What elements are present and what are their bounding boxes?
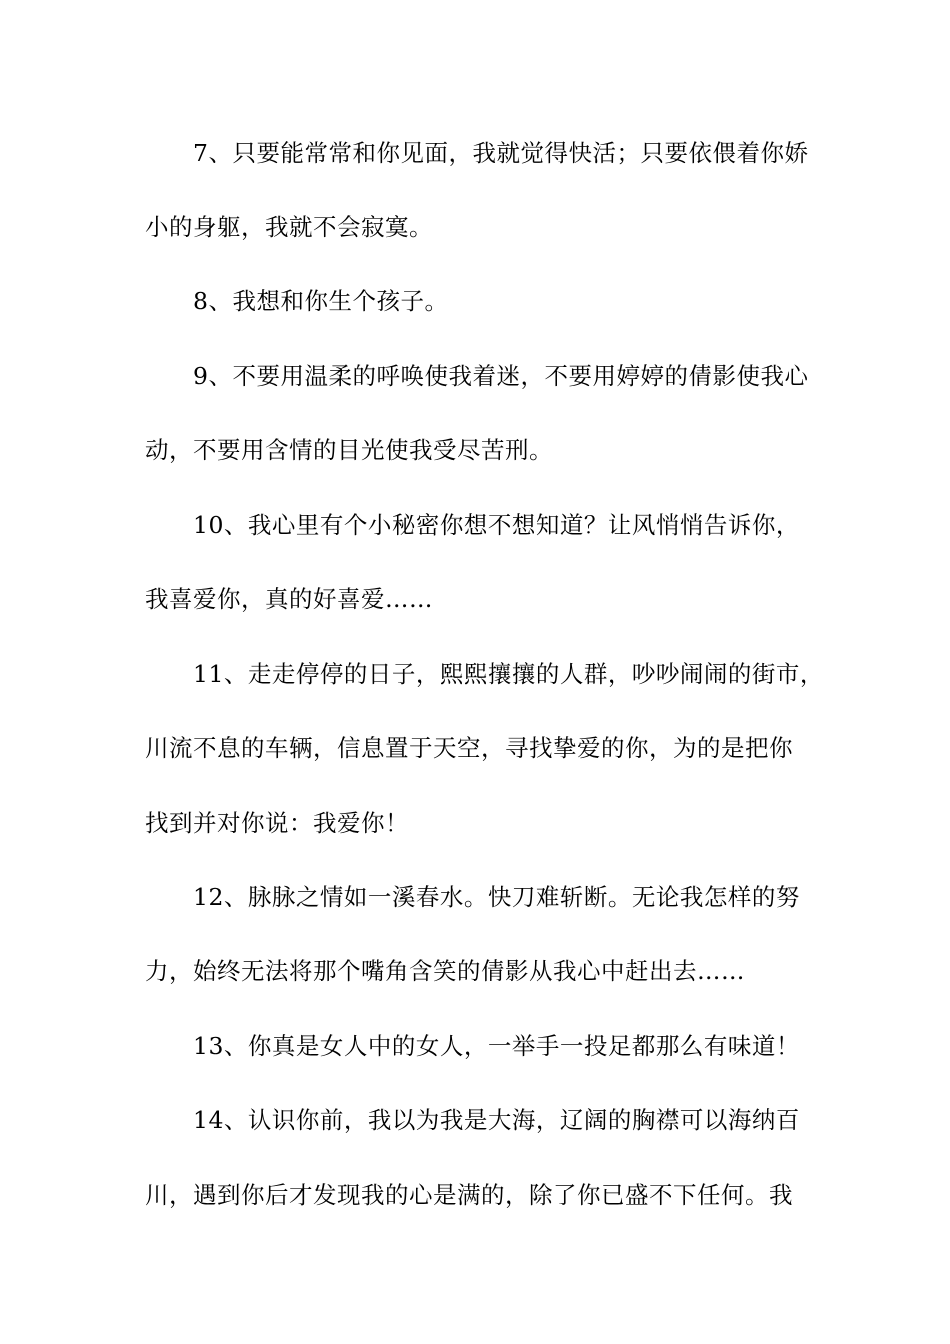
paragraph-11-line-3: 找到并对你说：我爱你！	[145, 809, 409, 837]
paragraph-12-line-2: 力，始终无法将那个嘴角含笑的倩影从我心中赶出去……	[145, 957, 745, 985]
paragraph-14-line-1: 14、认识你前，我以为我是大海，辽阔的胸襟可以海纳百	[193, 1106, 800, 1134]
paragraph-9-line-1: 9、不要用温柔的呼唤使我着迷，不要用婷婷的倩影使我心	[193, 362, 809, 390]
paragraph-14-line-2: 川，遇到你后才发现我的心是满的，除了你已盛不下任何。我	[145, 1181, 793, 1209]
paragraph-11-line-1: 11、走走停停的日子，熙熙攘攘的人群，吵吵闹闹的街市，	[193, 660, 824, 688]
paragraph-10-line-2: 我喜爱你，真的好喜爱……	[145, 585, 433, 613]
paragraph-13-line-1: 13、你真是女人中的女人，一举手一投足都那么有味道！	[193, 1032, 800, 1060]
paragraph-8-line-1: 8、我想和你生个孩子。	[193, 287, 449, 315]
paragraph-9-line-2: 动，不要用含情的目光使我受尽苦刑。	[145, 436, 553, 464]
paragraph-7-line-1: 7、只要能常常和你见面，我就觉得快活；只要依偎着你娇	[193, 139, 809, 167]
paragraph-7-line-2: 小的身躯，我就不会寂寞。	[145, 213, 433, 241]
paragraph-10-line-1: 10、我心里有个小秘密你想不想知道？让风悄悄告诉你，	[193, 511, 800, 539]
paragraph-11-line-2: 川流不息的车辆，信息置于天空，寻找挚爱的你，为的是把你	[145, 734, 793, 762]
paragraph-12-line-1: 12、脉脉之情如一溪春水。快刀难斩断。无论我怎样的努	[193, 883, 800, 911]
